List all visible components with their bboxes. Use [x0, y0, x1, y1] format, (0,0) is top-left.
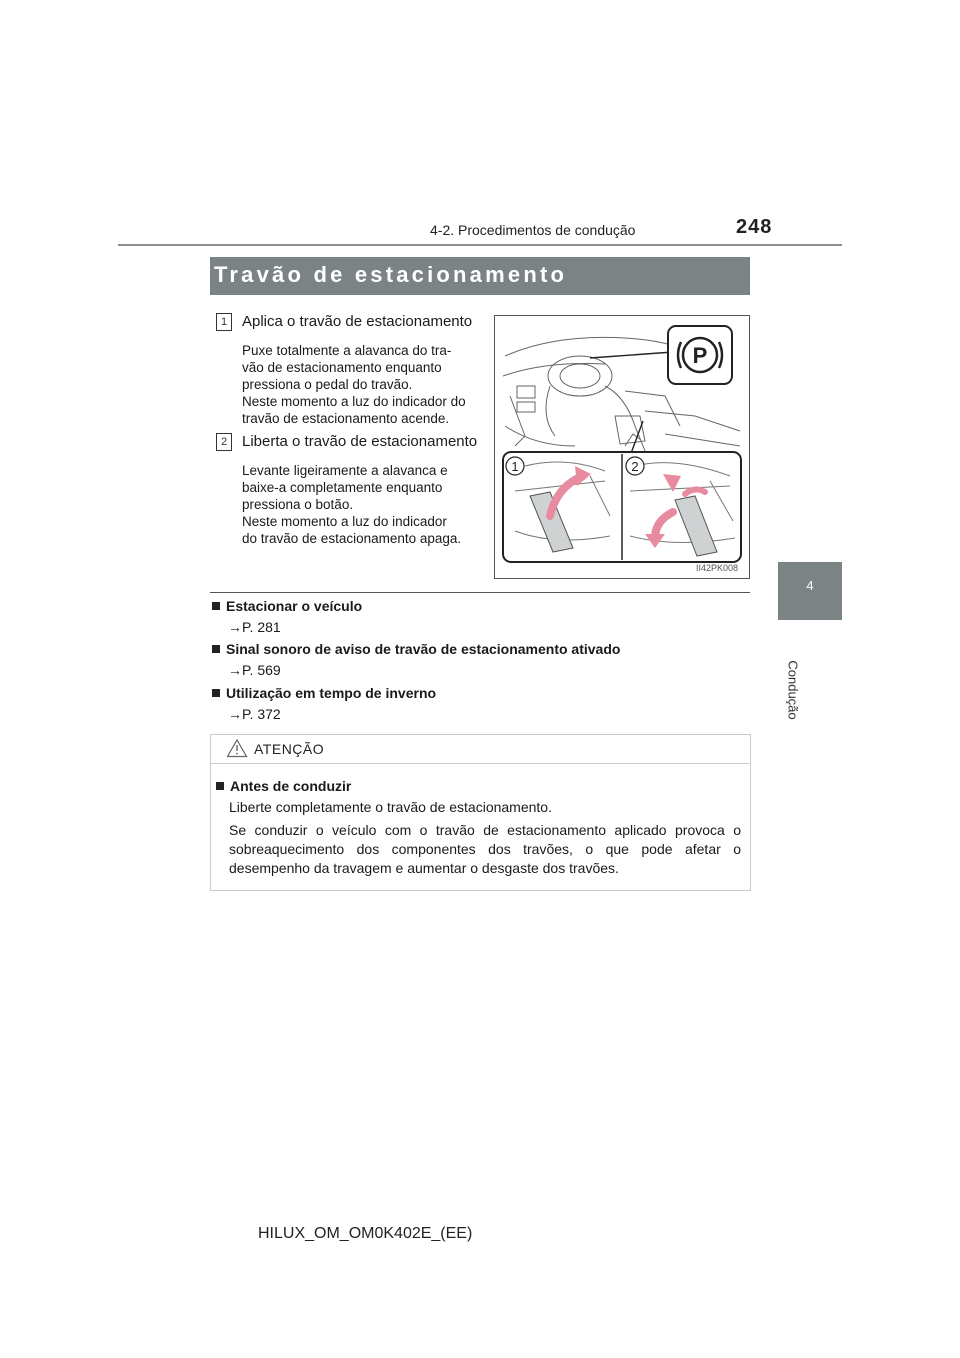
step-2-title: Liberta o travão de estacionamento	[242, 433, 478, 450]
note-heading	[212, 641, 620, 657]
step-2-line: do travão de estacionamento apaga.	[242, 531, 462, 546]
dashboard-drawing	[495, 316, 749, 578]
indicator-pointer-line	[590, 352, 673, 358]
step-1-line: Neste momento a luz do indicador do	[242, 394, 466, 409]
brake-indicator-symbol: P	[692, 343, 708, 368]
chapter-label	[773, 660, 813, 720]
warning-paragraph: Liberte completamente o travão de estacionamento.	[229, 799, 552, 815]
lever-pointer-line	[630, 421, 643, 456]
header-section-title: 4-2. Procedimentos de condução	[430, 222, 636, 238]
document-code-footer: HILUX_OM_OM0K402E_(EE)	[258, 1225, 473, 1242]
warning-triangle-icon	[226, 738, 248, 758]
illustration-code: II42PK008	[696, 563, 739, 573]
warning-heading	[216, 778, 351, 794]
note-heading-text: Estacionar o veículo	[226, 598, 363, 614]
header-divider	[118, 244, 842, 246]
arrow-right-icon: →	[228, 662, 242, 678]
warning-title: ATENÇÃO	[254, 741, 325, 757]
note-ref-text: P. 281	[242, 619, 281, 635]
note-ref-text: P. 569	[242, 662, 281, 678]
step-2-line: pressiona o botão.	[242, 497, 354, 512]
step-1-line: travão de estacionamento acende.	[242, 411, 450, 426]
note-heading-text: Sinal sonoro de aviso de travão de estacionamento ativado	[226, 641, 621, 657]
step-2-badge: 2	[216, 433, 232, 451]
parking-brake-illustration	[494, 315, 750, 579]
panel-1-label-text: 1	[511, 459, 519, 474]
note-page-ref[interactable]	[228, 662, 281, 678]
chapter-tab-number: 4	[806, 578, 814, 593]
warning-header-divider	[210, 763, 750, 764]
warning-paragraph: Se conduzir o veículo com o travão de estacionamento aplicado provoca o sobreaquecimento dos componentes dos travões, o que pode afetar o desempenho da travagem e aumentar o desgaste dos travões.	[229, 822, 741, 876]
panel-2-label-text: 2	[631, 459, 639, 474]
note-heading	[212, 685, 436, 701]
note-page-ref[interactable]	[228, 706, 281, 722]
bullet-square-icon	[212, 645, 220, 653]
warning-heading-text: Antes de conduzir	[230, 778, 352, 794]
step-1-line: pressiona o pedal do travão.	[242, 377, 413, 392]
note-ref-text: P. 372	[242, 706, 281, 722]
bullet-square-icon	[216, 782, 224, 790]
arrow-right-icon: →	[228, 706, 242, 722]
step-1-line: Puxe totalmente a alavanca do tra-	[242, 343, 452, 358]
step-2-line: Levante ligeiramente a alavanca e	[242, 463, 448, 478]
step-1-title: Aplica o travão de estacionamento	[242, 313, 473, 330]
step-1-body	[242, 342, 480, 427]
note-heading-text: Utilização em tempo de inverno	[226, 685, 437, 701]
note-heading	[212, 598, 362, 614]
section-divider	[210, 592, 750, 593]
step-1-line: vão de estacionamento enquanto	[242, 360, 442, 375]
chapter-label-text: Condução	[785, 660, 801, 720]
bullet-square-icon	[212, 689, 220, 697]
note-page-ref[interactable]	[228, 619, 281, 635]
step-2-line: Neste momento a luz do indicador	[242, 514, 447, 529]
step-2-body	[242, 462, 480, 547]
page-number: 248	[736, 216, 773, 238]
step-2-line: baixe-a completamente enquanto	[242, 480, 443, 495]
bullet-square-icon	[212, 602, 220, 610]
arrow-right-icon: →	[228, 619, 242, 635]
step-1-badge: 1	[216, 313, 232, 331]
section-title: Travão de estacionamento	[214, 262, 568, 287]
